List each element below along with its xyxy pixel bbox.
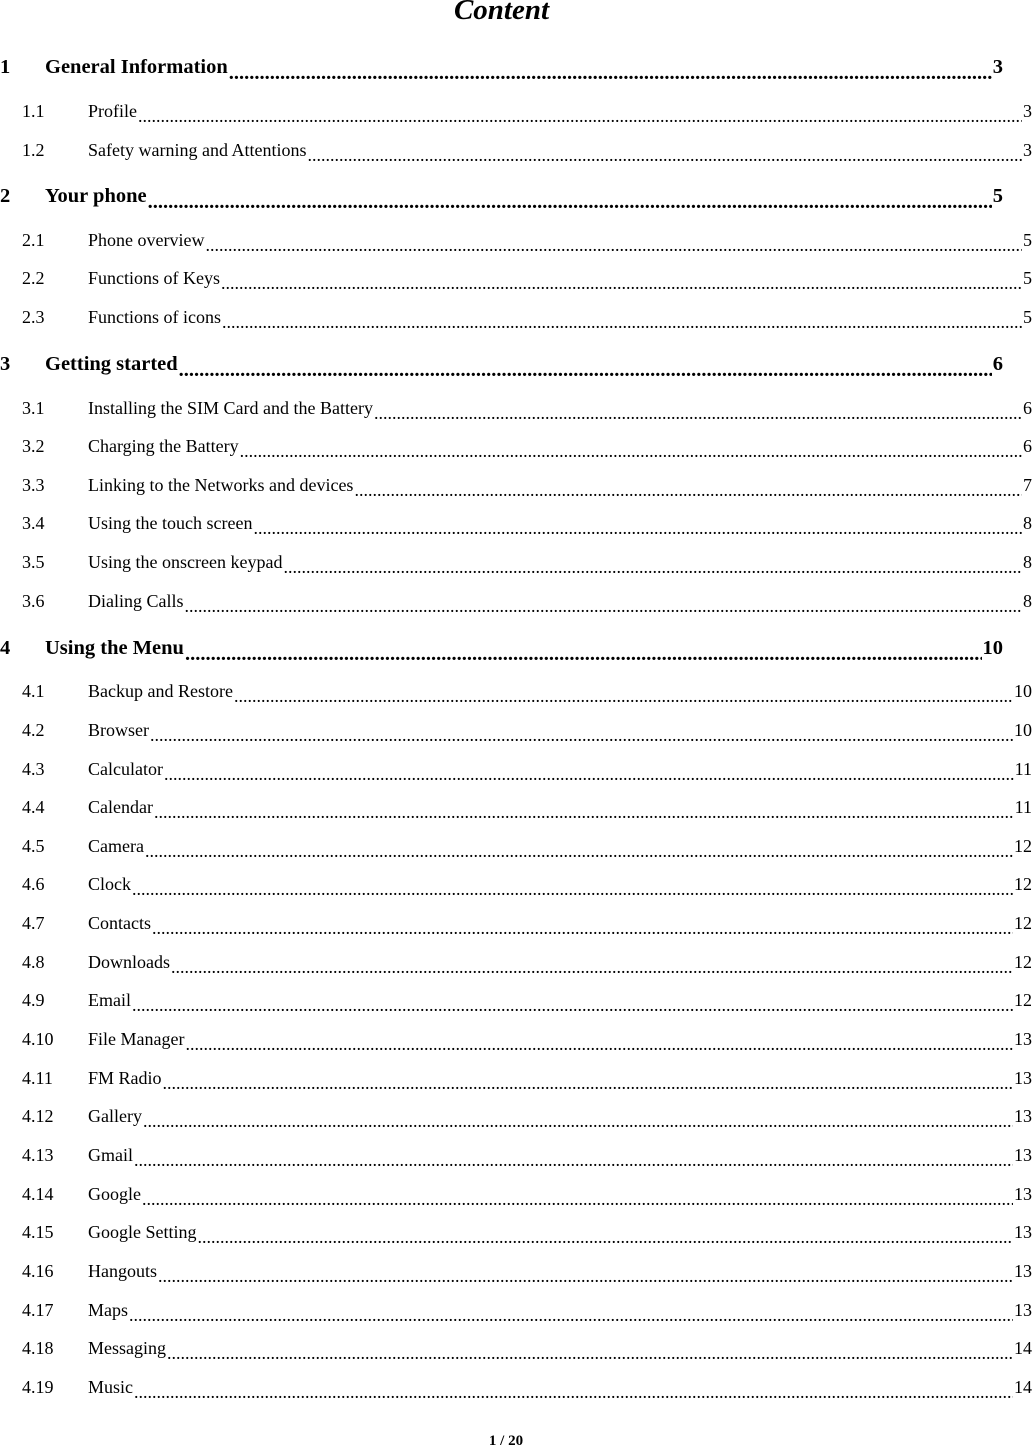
toc-entry-label: Browser	[88, 720, 149, 740]
toc-dot-leader	[171, 967, 1013, 980]
toc-entry-page: 13	[1014, 1106, 1032, 1126]
toc-section-entry[interactable]	[22, 1377, 1032, 1405]
toc-entry-page: 7	[1023, 475, 1032, 495]
toc-entry-page: 13	[1014, 1300, 1032, 1320]
toc-dot-leader	[138, 116, 1022, 129]
toc-entry-label: Google Setting	[88, 1222, 197, 1242]
toc-entry-label: Music	[88, 1377, 133, 1397]
toc-entry-label: Dialing Calls	[88, 591, 184, 611]
toc-section-entry[interactable]	[22, 1222, 1032, 1250]
toc-entry-label: Backup and Restore	[88, 681, 233, 701]
toc-entry-number: 4.4	[22, 797, 45, 817]
toc-entry-label: Using the onscreen keypad	[88, 552, 283, 572]
toc-entry-page: 13	[1014, 1184, 1032, 1204]
toc-entry-number: 4.15	[22, 1222, 54, 1242]
toc-entry-page: 13	[1014, 1145, 1032, 1165]
toc-dot-leader	[164, 774, 1014, 787]
toc-entry-number: 3.5	[22, 552, 45, 572]
toc-entry-page: 12	[1014, 836, 1032, 856]
toc-entry-number: 4.16	[22, 1261, 54, 1281]
toc-entry-label: Linking to the Networks and devices	[88, 475, 354, 495]
toc-entry-number: 4.13	[22, 1145, 54, 1165]
toc-entry-page: 3	[1023, 101, 1032, 121]
toc-section-entry[interactable]	[22, 759, 1032, 787]
toc-section-entry[interactable]	[22, 874, 1032, 902]
toc-entry-number: 3	[0, 353, 11, 375]
toc-dot-leader	[283, 567, 1022, 580]
toc-dot-leader	[158, 1276, 1013, 1289]
toc-entry-page: 3	[992, 56, 1003, 78]
toc-dot-leader	[185, 606, 1023, 619]
toc-entry-page: 8	[1023, 552, 1032, 572]
toc-entry-label: File Manager	[88, 1029, 185, 1049]
toc-entry-number: 2.3	[22, 307, 45, 327]
toc-entry-label: General Information	[45, 56, 228, 78]
toc-entry-page: 12	[1014, 990, 1032, 1010]
toc-section-entry[interactable]	[22, 681, 1032, 709]
toc-entry-number: 4.10	[22, 1029, 54, 1049]
toc-entry-label: Using the touch screen	[88, 513, 253, 533]
toc-dot-leader	[142, 1199, 1013, 1212]
toc-entry-label: Clock	[88, 874, 131, 894]
toc-section-entry[interactable]	[22, 1145, 1032, 1173]
toc-dot-leader	[163, 1083, 1013, 1096]
toc-entry-number: 2.2	[22, 268, 45, 288]
toc-dot-leader	[179, 370, 992, 385]
toc-entry-page: 10	[982, 637, 1003, 659]
toc-entry-label: Functions of icons	[88, 307, 221, 327]
toc-section-entry[interactable]	[22, 720, 1032, 748]
toc-entry-number: 3.6	[22, 591, 45, 611]
toc-entry-page: 3	[1023, 140, 1032, 160]
toc-dot-leader	[134, 1392, 1013, 1405]
toc-section-entry[interactable]	[22, 952, 1032, 980]
toc-entry-page: 6	[992, 353, 1003, 375]
toc-entry-label: Google	[88, 1184, 141, 1204]
toc-dot-leader	[132, 1005, 1013, 1018]
toc-entry-page: 13	[1014, 1261, 1032, 1281]
toc-entry-label: Getting started	[45, 353, 178, 375]
toc-section-entry[interactable]	[22, 836, 1032, 864]
toc-dot-leader	[143, 1121, 1013, 1134]
toc-chapter-entry[interactable]	[0, 353, 1003, 385]
toc-dot-leader	[185, 654, 982, 669]
toc-dot-leader	[240, 451, 1022, 464]
toc-section-entry[interactable]	[22, 1068, 1032, 1096]
toc-dot-leader	[253, 528, 1022, 541]
toc-entry-number: 4.6	[22, 874, 45, 894]
toc-entry-number: 4.2	[22, 720, 45, 740]
toc-entry-label: Contacts	[88, 913, 151, 933]
toc-entry-page: 13	[1014, 1068, 1032, 1088]
toc-dot-leader	[167, 1353, 1013, 1366]
toc-entry-number: 4.3	[22, 759, 45, 779]
toc-entry-page: 12	[1014, 874, 1032, 894]
toc-section-entry[interactable]	[22, 268, 1032, 296]
toc-section-entry[interactable]	[22, 1261, 1032, 1289]
toc-entry-number: 4.11	[22, 1068, 53, 1088]
toc-entry-page: 11	[1014, 759, 1032, 779]
toc-chapter-entry[interactable]	[0, 637, 1003, 669]
toc-chapter-entry[interactable]	[0, 56, 1003, 88]
toc-entry-page: 10	[1014, 681, 1032, 701]
toc-section-entry[interactable]	[22, 913, 1032, 941]
toc-entry-label: Safety warning and Attentions	[88, 140, 307, 160]
toc-section-entry[interactable]	[22, 1106, 1032, 1134]
toc-entry-number: 4.8	[22, 952, 45, 972]
toc-entry-page: 6	[1023, 398, 1032, 418]
toc-entry-label: Camera	[88, 836, 144, 856]
toc-dot-leader	[185, 1044, 1013, 1057]
toc-entry-number: 2.1	[22, 230, 45, 250]
toc-entry-page: 13	[1014, 1029, 1032, 1049]
toc-dot-leader	[234, 696, 1013, 709]
toc-dot-leader	[154, 812, 1014, 825]
toc-section-entry[interactable]	[22, 1184, 1032, 1212]
toc-entry-number: 4.5	[22, 836, 45, 856]
toc-section-entry[interactable]	[22, 101, 1032, 129]
toc-entry-label: Maps	[88, 1300, 128, 1320]
toc-entry-label: Profile	[88, 101, 137, 121]
toc-dot-leader	[221, 283, 1022, 296]
toc-entry-number: 4.1	[22, 681, 45, 701]
toc-entry-label: Calculator	[88, 759, 163, 779]
toc-entry-page: 14	[1014, 1338, 1032, 1358]
toc-entry-page: 11	[1014, 797, 1032, 817]
toc-entry-number: 4.18	[22, 1338, 54, 1358]
toc-entry-page: 12	[1014, 952, 1032, 972]
toc-entry-number: 1.1	[22, 101, 45, 121]
toc-section-entry[interactable]	[22, 552, 1032, 580]
toc-entry-label: Email	[88, 990, 131, 1010]
toc-entry-number: 3.1	[22, 398, 45, 418]
toc-entry-page: 13	[1014, 1222, 1032, 1242]
toc-dot-leader	[132, 889, 1013, 902]
toc-entry-page: 5	[1023, 307, 1032, 327]
toc-entry-label: Gallery	[88, 1106, 142, 1126]
toc-dot-leader	[134, 1160, 1013, 1173]
toc-entry-label: Functions of Keys	[88, 268, 220, 288]
toc-entry-label: Your phone	[45, 185, 147, 207]
toc-section-entry[interactable]	[22, 140, 1032, 168]
toc-dot-leader	[150, 735, 1013, 748]
toc-entry-number: 3.2	[22, 436, 45, 456]
toc-entry-page: 5	[992, 185, 1003, 207]
toc-entry-page: 8	[1023, 513, 1032, 533]
toc-entry-number: 4.19	[22, 1377, 54, 1397]
toc-entry-page: 6	[1023, 436, 1032, 456]
toc-entry-label: Using the Menu	[45, 637, 184, 659]
toc-entry-number: 3.4	[22, 513, 45, 533]
toc-entry-number: 1	[0, 56, 11, 78]
toc-entry-number: 3.3	[22, 475, 45, 495]
toc-entry-page: 12	[1014, 913, 1032, 933]
toc-dot-leader	[205, 245, 1022, 258]
toc-entry-label: Phone overview	[88, 230, 205, 250]
toc-entry-label: FM Radio	[88, 1068, 162, 1088]
toc-entry-number: 2	[0, 185, 11, 207]
toc-dot-leader	[198, 1237, 1014, 1250]
toc-dot-leader	[148, 202, 992, 217]
toc-section-entry[interactable]	[22, 1029, 1032, 1057]
toc-entry-page: 5	[1023, 268, 1032, 288]
toc-entry-page: 5	[1023, 230, 1032, 250]
toc-entry-number: 4.12	[22, 1106, 54, 1126]
toc-entry-page: 8	[1023, 591, 1032, 611]
toc-entry-label: Installing the SIM Card and the Battery	[88, 398, 373, 418]
toc-entry-label: Calendar	[88, 797, 153, 817]
toc-section-entry[interactable]	[22, 513, 1032, 541]
toc-section-entry[interactable]	[22, 797, 1032, 825]
toc-entry-number: 4	[0, 637, 11, 659]
toc-dot-leader	[222, 322, 1022, 335]
toc-entry-number: 1.2	[22, 140, 45, 160]
toc-section-entry[interactable]	[22, 398, 1032, 426]
toc-entry-label: Charging the Battery	[88, 436, 239, 456]
toc-section-entry[interactable]	[22, 307, 1032, 335]
toc-entry-number: 4.14	[22, 1184, 54, 1204]
toc-dot-leader	[129, 1315, 1013, 1328]
toc-chapter-entry[interactable]	[0, 185, 1003, 217]
toc-dot-leader	[354, 490, 1022, 503]
toc-dot-leader	[145, 851, 1013, 864]
toc-entry-page: 14	[1014, 1377, 1032, 1397]
toc-entry-label: Hangouts	[88, 1261, 157, 1281]
toc-section-entry[interactable]	[22, 1300, 1032, 1328]
toc-section-entry[interactable]	[22, 230, 1032, 258]
toc-entry-label: Gmail	[88, 1145, 133, 1165]
toc-dot-leader	[307, 155, 1022, 168]
toc-entry-label: Downloads	[88, 952, 170, 972]
toc-section-entry[interactable]	[22, 436, 1032, 464]
toc-section-entry[interactable]	[22, 990, 1032, 1018]
toc-entry-page: 10	[1014, 720, 1032, 740]
toc-entry-label: Messaging	[88, 1338, 166, 1358]
toc-section-entry[interactable]	[22, 475, 1032, 503]
toc-section-entry[interactable]	[22, 1338, 1032, 1366]
toc-entry-number: 4.17	[22, 1300, 54, 1320]
toc-entry-number: 4.7	[22, 913, 45, 933]
page-title: Content	[453, 0, 550, 26]
toc-dot-leader	[374, 413, 1022, 426]
toc-dot-leader	[152, 928, 1013, 941]
toc-section-entry[interactable]	[22, 591, 1032, 619]
toc-entry-number: 4.9	[22, 990, 45, 1010]
toc-dot-leader	[229, 73, 992, 88]
page-number-footer: 1 / 20	[488, 1433, 524, 1449]
